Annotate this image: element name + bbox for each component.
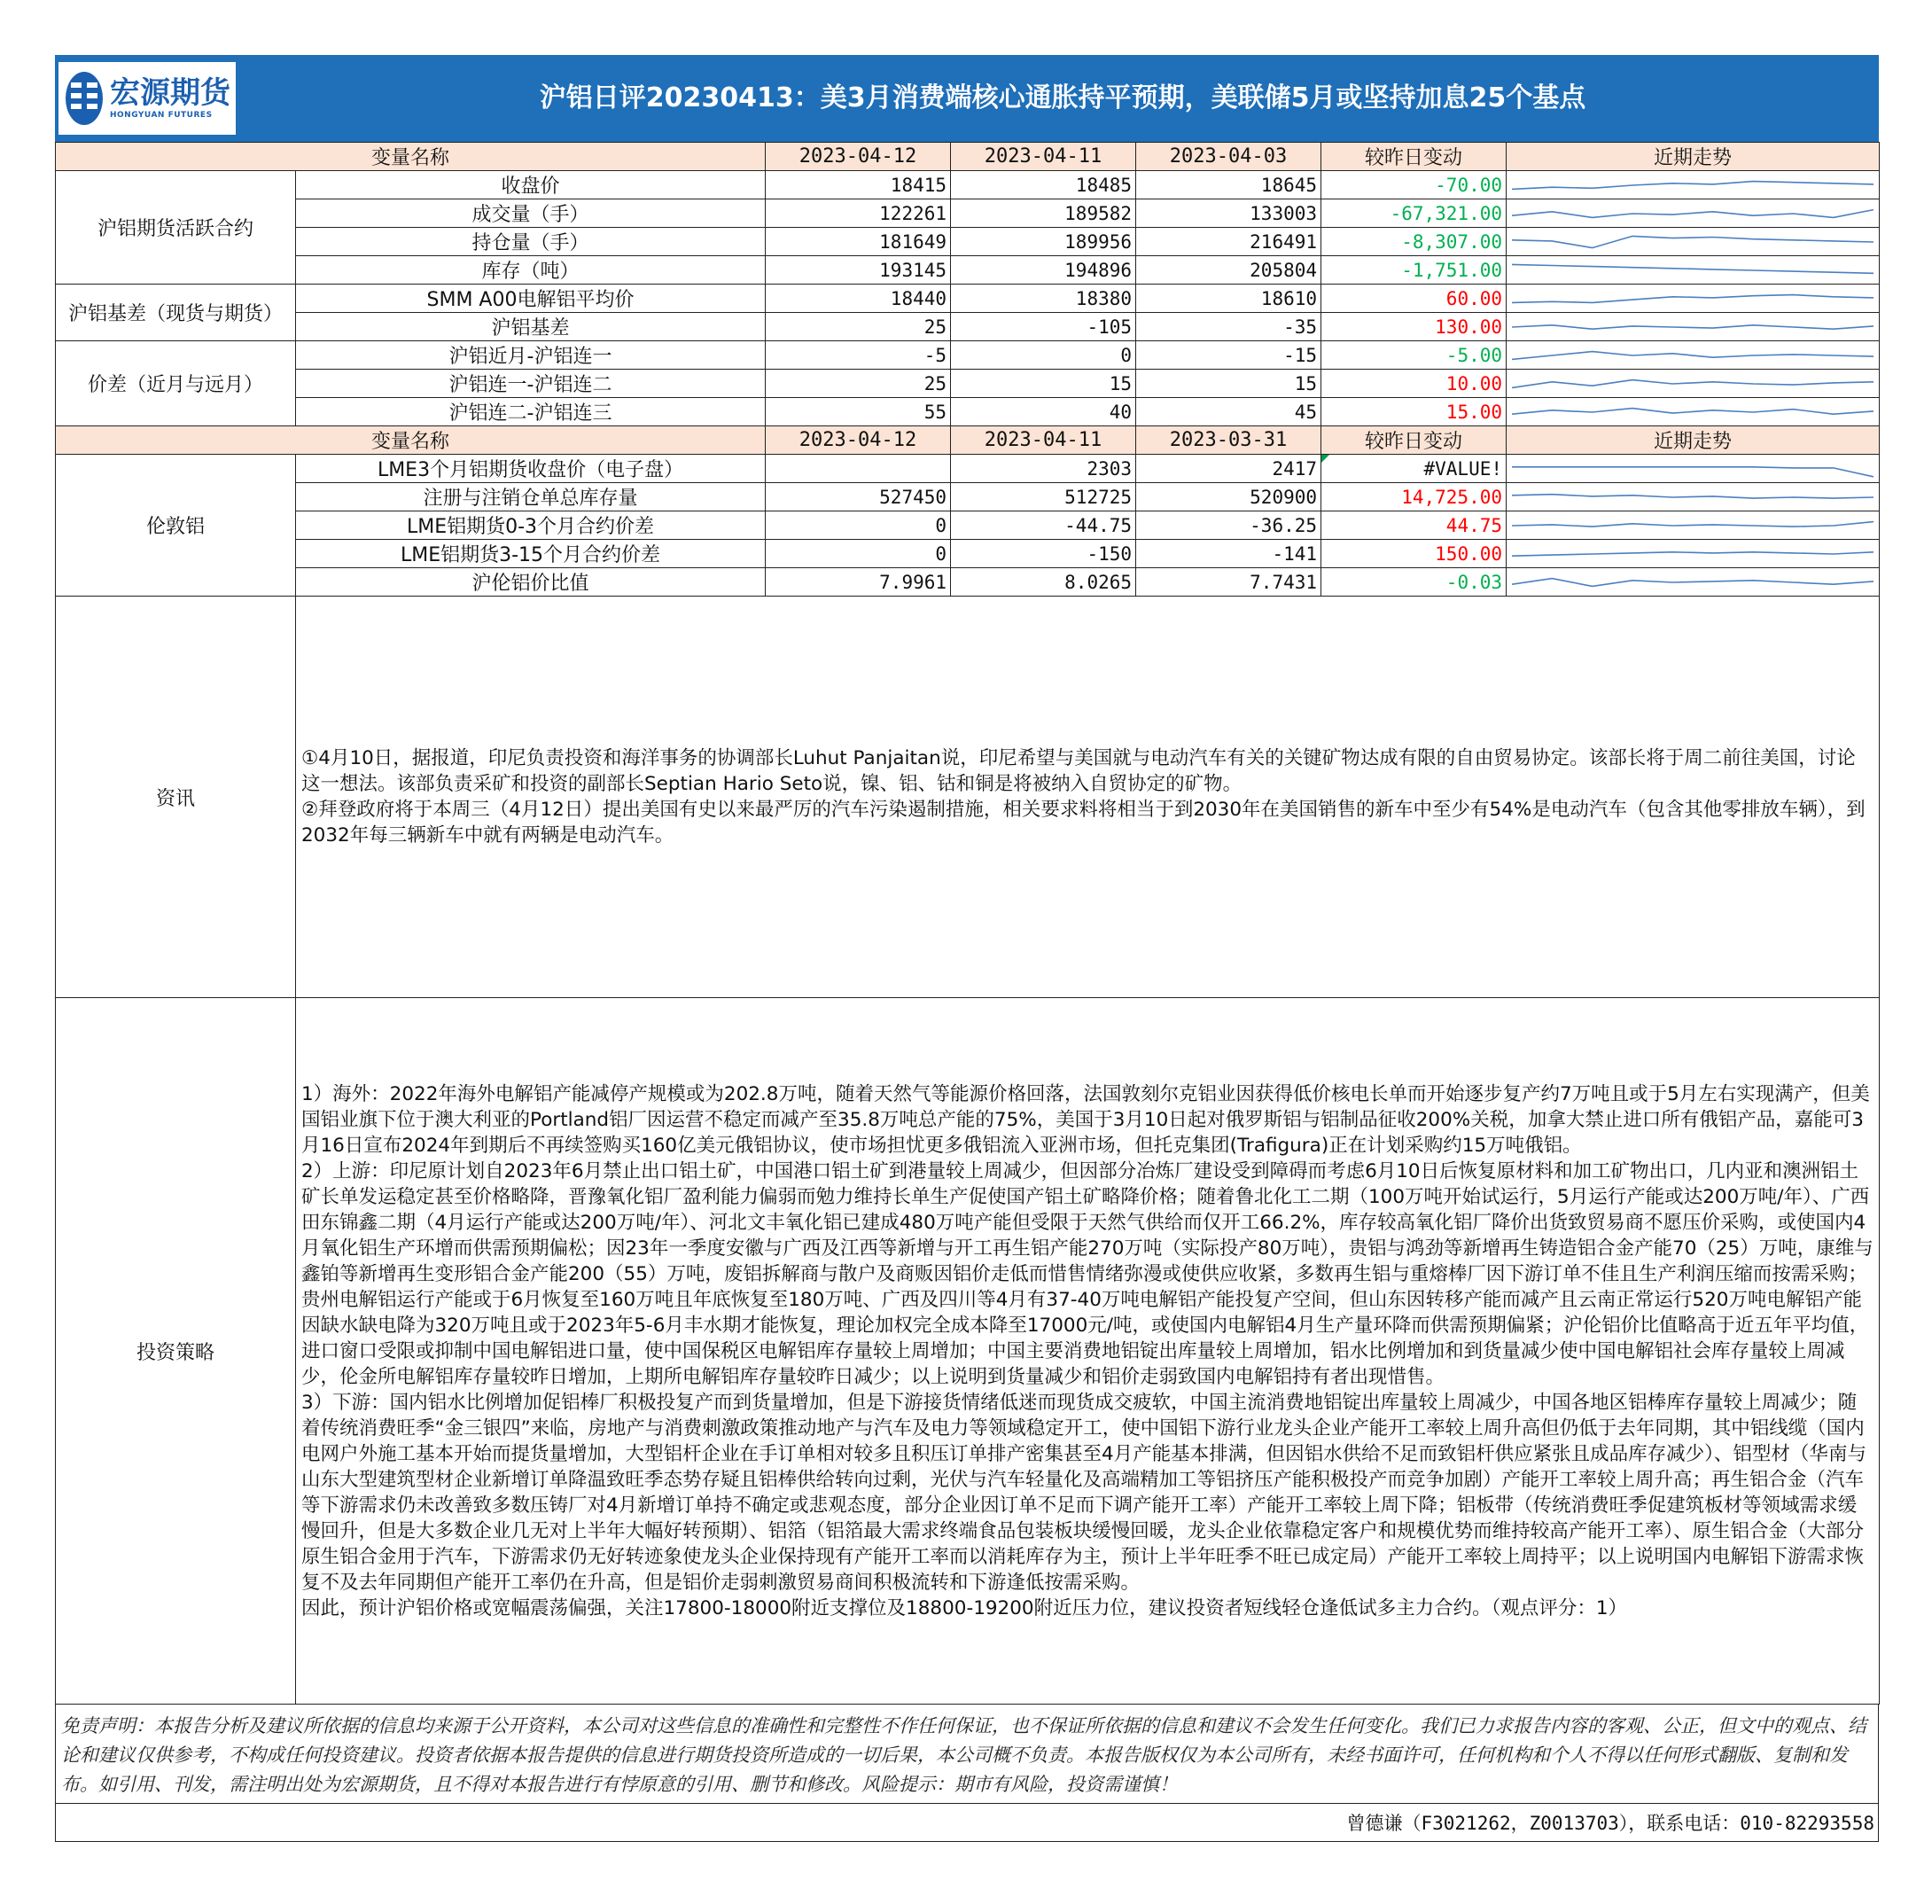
variable-name: 沪伦铝价比值	[296, 568, 766, 597]
change-value: 10.00	[1321, 370, 1507, 398]
trend-cell	[1507, 256, 1880, 285]
trend-cell	[1507, 455, 1880, 483]
variable-name: 注册与注销仓单总库存量	[296, 483, 766, 511]
change-value: -1,751.00	[1321, 256, 1507, 285]
table-row	[56, 540, 1880, 568]
value-date2: 8.0265	[951, 568, 1136, 597]
news-row	[56, 597, 1880, 998]
variable-name: 成交量（手）	[296, 199, 766, 228]
trend-cell	[1507, 171, 1880, 199]
table-row	[56, 228, 1880, 256]
value-date3: 205804	[1136, 256, 1321, 285]
group-label: 价差（近月与远月）	[56, 341, 296, 426]
trend-cell	[1507, 511, 1880, 540]
strategy-row	[56, 998, 1880, 1705]
value-date1	[766, 455, 951, 483]
value-date2: 40	[951, 398, 1136, 426]
col-header-date3: 2023-03-31	[1136, 426, 1321, 455]
value-date1: 7.9961	[766, 568, 951, 597]
change-value: 44.75	[1321, 511, 1507, 540]
news-paragraph: ①4月10日，据报道，印尼负责投资和海洋事务的协调部长Luhut Panjaitan说，印尼希望与美国就与电动汽车有关的关键矿物达成有限的自由贸易协定。该部长将于周二前往美国，讨论这一想法。该部负责采矿和投资的副部长Septian Hario Seto说，镍、铝、钴和铜是将被纳入自贸协定的矿物。	[301, 747, 1856, 795]
strategy-paragraph: 3）下游：国内铝水比例增加促铝棒厂积极投复产而到货量增加，但是下游接货情绪低迷而现货成交疲软，中国主流消费地铝锭出库量较上周减少，中国各地区铝棒库存量较上周减少；随着传统消费旺季“金三银四”来临，房地产与消费刺激政策推动地产与汽车及电力等领域稳定开工，使中国铝下游行业龙头企业产能开工率较上周升高但仍低于去年同期，其中铝线缆（国内电网户外施工基本开始而提货量增加，大型铝杆企业在手订单相对较多且积压订单排产密集甚至4月产能基本排满，但因铝水供给不足而致铝杆供应紧张且成品库存减少）、铝型材（华南与山东大型建筑型材企业新增订单降温致旺季态势存疑且铝棒供给转向过剩，光伏与汽车轻量化及高端精加工等铝挤压产能积极投产而竞争加剧）产能开工率较上周升高；再生铝合金（汽车等下游需求仍未改善致多数压铸厂对4月新增订单持不确定或悲观态度，部分企业因订单不足而下调产能开工率）产能开工率较上周下降；铝板带（传统消费旺季促建筑板材等领域需求缓慢回升，但是大多数企业几无对上半年大幅好转预期）、铝箔（铝箔最大需求终端食品包装板块缓慢回暖，龙头企业依靠稳定客户和规模优势而维持较高产能开工率）、原生铝合金（大部分原生铝合金用于汽车，下游需求仍无好转迹象使龙头企业保持现有产能开工率而以消耗库存为主，预计上半年旺季不旺已成定局）产能开工率较上周持平；以上说明国内电解铝下游需求恢复不及去年同期但产能开工率仍在升高，但是铝价走弱刺激贸易商间积极流转和下游逢低按需采购。	[301, 1391, 1866, 1594]
table-row	[56, 370, 1880, 398]
variable-name: 沪铝近月-沪铝连一	[296, 341, 766, 370]
sparkline	[1512, 542, 1874, 566]
col-header-date2: 2023-04-11	[951, 143, 1136, 171]
sparkline	[1512, 259, 1874, 282]
group-label: 沪铝期货活跃合约	[56, 171, 296, 285]
col-header-date1: 2023-04-12	[766, 143, 951, 171]
strategy-label: 投资策略	[56, 998, 296, 1705]
sparkline	[1512, 486, 1874, 509]
company-logo	[58, 62, 236, 135]
value-date2: 2303	[951, 455, 1136, 483]
change-value: 130.00	[1321, 313, 1507, 341]
value-date1: 0	[766, 540, 951, 568]
value-date2: 0	[951, 341, 1136, 370]
value-date3: 216491	[1136, 228, 1321, 256]
col-header-date2: 2023-04-11	[951, 426, 1136, 455]
sparkline	[1512, 457, 1874, 480]
sparkline	[1512, 230, 1874, 254]
trend-cell	[1507, 370, 1880, 398]
group-label: 沪铝基差（现货与期货）	[56, 285, 296, 341]
table-row	[56, 568, 1880, 597]
sparkline	[1512, 202, 1874, 225]
value-date1: 193145	[766, 256, 951, 285]
sparkline	[1512, 344, 1874, 367]
news-paragraph: ②拜登政府将于本周三（4月12日）提出美国有史以来最严厉的汽车污染遏制措施，相关要求料将相当于到2030年在美国销售的新车中至少有54%是电动汽车（包含其他零排放车辆），到2032年每三辆新车中就有两辆是电动汽车。	[301, 799, 1866, 847]
value-date3: 45	[1136, 398, 1321, 426]
table-row	[56, 455, 1880, 483]
col-header-date1: 2023-04-12	[766, 426, 951, 455]
value-date1: 25	[766, 313, 951, 341]
trend-cell	[1507, 398, 1880, 426]
value-date3: 18610	[1136, 285, 1321, 313]
value-date1: 55	[766, 398, 951, 426]
change-value: 15.00	[1321, 398, 1507, 426]
strategy-paragraph: 2）上游：印尼原计划自2023年6月禁止出口铝土矿，中国港口铝土矿到港量较上周减少，但因部分冶炼厂建设受到障碍而考虑6月10日后恢复原材料和加工矿物出口，几内亚和澳洲铝土矿长单发运稳定甚至价格略降，晋豫氧化铝厂盈利能力偏弱而勉力维持长单生产促使国产铝土矿略降价格；随着鲁北化工二期（100万吨开始试运行，5月运行产能或达200万吨/年）、广西田东锦鑫二期（4月运行产能或达200万吨/年）、河北文丰氧化铝已建成480万吨产能但受限于天然气供给而仅开工66.2%，库存较高氧化铝厂降价出货致贸易商不愿压价采购，或使国内4月氧化铝生产环增而供需预期偏松；因23年一季度安徽与广西及江西等新增与开工再生铝产能270万吨（实际投产80万吨），贵铝与鸿劲等新增再生铸造铝合金产能70（25）万吨，康维与鑫铂等新增再生变形铝合金产能200（55）万吨，废铝拆解商与散户及商贩因铝价走低而惜售情绪弥漫或使供应收紧，多数再生铝与重熔棒厂因下游订单不佳且生产利润压缩而按需采购；贵州电解铝运行产能或于6月恢复至160万吨且年底恢复至180万吨、广西及四川等4月有37-40万吨电解铝产能投复产空间，但山东因转移产能而减产且云南正常运行520万吨电解铝产能因缺水缺电降为320万吨且或于2023年5-6月丰水期才能恢复，理论加权完全成本降至17000元/吨，或使国内电解铝4月生产量环降而供需预期偏紧；沪伦铝价比值略高于近五年平均值，进口窗口受限或抑制中国电解铝进口量，使中国保税区电解铝库存量较上周增加；中国主要消费地铝锭出库量较上周增加，铝水比例增加和到货量减少使中国电解铝社会库存量较上周减少，伦金所电解铝库存量较昨日增加，上期所电解铝库存量较昨日减少；以上说明到货量减少和铝价走弱致国内电解铝持有者出现惜售。	[301, 1159, 1874, 1388]
change-value: 60.00	[1321, 285, 1507, 313]
change-value: -0.03	[1321, 568, 1507, 597]
change-value: #VALUE!	[1321, 455, 1507, 483]
value-date2: -44.75	[951, 511, 1136, 540]
value-date3: 520900	[1136, 483, 1321, 511]
table-row	[56, 199, 1880, 228]
value-date1: 18440	[766, 285, 951, 313]
trend-cell	[1507, 199, 1880, 228]
trend-cell	[1507, 313, 1880, 341]
trend-cell	[1507, 568, 1880, 597]
sparkline	[1512, 316, 1874, 339]
value-date3: 18645	[1136, 171, 1321, 199]
change-value: -5.00	[1321, 341, 1507, 370]
value-date3: -35	[1136, 313, 1321, 341]
table-row	[56, 256, 1880, 285]
report-title: 沪铝日评20230413：美3月消费端核心通胀持平预期，美联储5月或坚持加息25个基点	[539, 82, 1586, 113]
col-header-date3: 2023-04-03	[1136, 143, 1321, 171]
sparkline	[1512, 287, 1874, 310]
group-label: 伦敦铝	[56, 455, 296, 597]
value-date2: 18380	[951, 285, 1136, 313]
value-date2: -105	[951, 313, 1136, 341]
value-date1: -5	[766, 341, 951, 370]
news-label: 资讯	[56, 597, 296, 998]
strategy-paragraph: 1）海外：2022年海外电解铝产能减停产规模或为202.8万吨，随着天然气等能源价格回落，法国敦刻尔克铝业因获得低价核电长单而开始逐步复产约7万吨且或于5月左右实现满产，但美国铝业旗下位于澳大利亚的Portland铝厂因运营不稳定而减产至35.8万吨总产能的75%，美国于3月10日起对俄罗斯铝与铝制品征收200%关税，加拿大禁止进口所有俄铝产品，嘉能可3月16日宣布2024年到期后不再续签购买160亿美元俄铝协议，使市场担忧更多俄铝流入亚洲市场，但托克集团(Trafigura)正在计划采购约15万吨俄铝。	[301, 1082, 1870, 1157]
table-row	[56, 171, 1880, 199]
value-date2: 18485	[951, 171, 1136, 199]
variable-name: SMM A00电解铝平均价	[296, 285, 766, 313]
value-date1: 181649	[766, 228, 951, 256]
value-date2: 189956	[951, 228, 1136, 256]
col-header-trend: 近期走势	[1507, 426, 1880, 455]
news-content	[296, 597, 1880, 998]
col-header-change: 较昨日变动	[1321, 143, 1507, 171]
report-sheet	[55, 55, 1879, 1842]
table-row	[56, 398, 1880, 426]
table-row	[56, 285, 1880, 313]
header-row	[56, 143, 1880, 171]
variable-name: LME铝期货3-15个月合约价差	[296, 540, 766, 568]
value-date3: 2417	[1136, 455, 1321, 483]
report-header	[55, 55, 1879, 142]
sparkline	[1512, 514, 1874, 537]
variable-name: 持仓量（手）	[296, 228, 766, 256]
trend-cell	[1507, 483, 1880, 511]
value-date2: -150	[951, 540, 1136, 568]
variable-name: 沪铝基差	[296, 313, 766, 341]
value-date2: 189582	[951, 199, 1136, 228]
trend-cell	[1507, 540, 1880, 568]
value-date1: 122261	[766, 199, 951, 228]
value-date2: 15	[951, 370, 1136, 398]
col-header-change: 较昨日变动	[1321, 426, 1507, 455]
variable-name: 沪铝连二-沪铝连三	[296, 398, 766, 426]
value-date1: 0	[766, 511, 951, 540]
strategy-content	[296, 998, 1880, 1705]
variable-name: 库存（吨）	[296, 256, 766, 285]
logo-text-en: HONGYUAN FUTURES	[110, 110, 213, 120]
table-row	[56, 483, 1880, 511]
change-value: -8,307.00	[1321, 228, 1507, 256]
table-row	[56, 313, 1880, 341]
sparkline	[1512, 372, 1874, 395]
sparkline	[1512, 174, 1874, 197]
change-value: 14,725.00	[1321, 483, 1507, 511]
logo-emblem-icon	[64, 70, 105, 127]
change-value: -70.00	[1321, 171, 1507, 199]
value-date1: 527450	[766, 483, 951, 511]
variable-name: 沪铝连一-沪铝连二	[296, 370, 766, 398]
table-row	[56, 341, 1880, 370]
trend-cell	[1507, 285, 1880, 313]
value-date2: 512725	[951, 483, 1136, 511]
col-header-trend: 近期走势	[1507, 143, 1880, 171]
table-row	[56, 511, 1880, 540]
value-date3: 7.7431	[1136, 568, 1321, 597]
variable-name: LME铝期货0-3个月合约价差	[296, 511, 766, 540]
value-date3: -141	[1136, 540, 1321, 568]
col-header-variable: 变量名称	[56, 143, 766, 171]
value-date3: -15	[1136, 341, 1321, 370]
value-date3: 15	[1136, 370, 1321, 398]
col-header-variable: 变量名称	[56, 426, 766, 455]
trend-cell	[1507, 341, 1880, 370]
value-date1: 25	[766, 370, 951, 398]
header-row	[56, 426, 1880, 455]
variable-name: LME3个月铝期货收盘价（电子盘）	[296, 455, 766, 483]
value-date1: 18415	[766, 171, 951, 199]
disclaimer: 免责声明：本报告分析及建议所依据的信息均来源于公开资料，本公司对这些信息的准确性和完整性不作任何保证，也不保证所依据的信息和建议不会发生任何变化。我们已力求报告内容的客观、公正，但文中的观点、结论和建议仅供参考，不构成任何投资建议。投资者依据本报告提供的信息进行期货投资所造成的一切后果，本公司概不负责。本报告版权仅为本公司所有，未经书面许可，任何机构和个人不得以任何形式翻版、复制和发布。如引用、刊发，需注明出处为宏源期货，且不得对本报告进行有悖原意的引用、删节和修改。风险提示：期市有风险，投资需谨慎！	[55, 1705, 1879, 1804]
value-date2: 194896	[951, 256, 1136, 285]
logo-text-cn: 宏源期货	[110, 74, 230, 111]
data-table	[55, 142, 1880, 1705]
contact-footer: 曾德谦（F3021262，Z0013703），联系电话：010-82293558	[55, 1804, 1879, 1842]
variable-name: 收盘价	[296, 171, 766, 199]
sparkline	[1512, 401, 1874, 424]
change-value: 150.00	[1321, 540, 1507, 568]
value-date3: 133003	[1136, 199, 1321, 228]
value-date3: -36.25	[1136, 511, 1321, 540]
cell-comment-marker	[1321, 455, 1329, 463]
strategy-paragraph: 因此，预计沪铝价格或宽幅震荡偏强，关注17800-18000附近支撑位及18800-19200附近压力位，建议投资者短线轻仓逢低试多主力合约。（观点评分：1）	[301, 1596, 1628, 1619]
sparkline	[1512, 571, 1874, 594]
change-value: -67,321.00	[1321, 199, 1507, 228]
trend-cell	[1507, 228, 1880, 256]
